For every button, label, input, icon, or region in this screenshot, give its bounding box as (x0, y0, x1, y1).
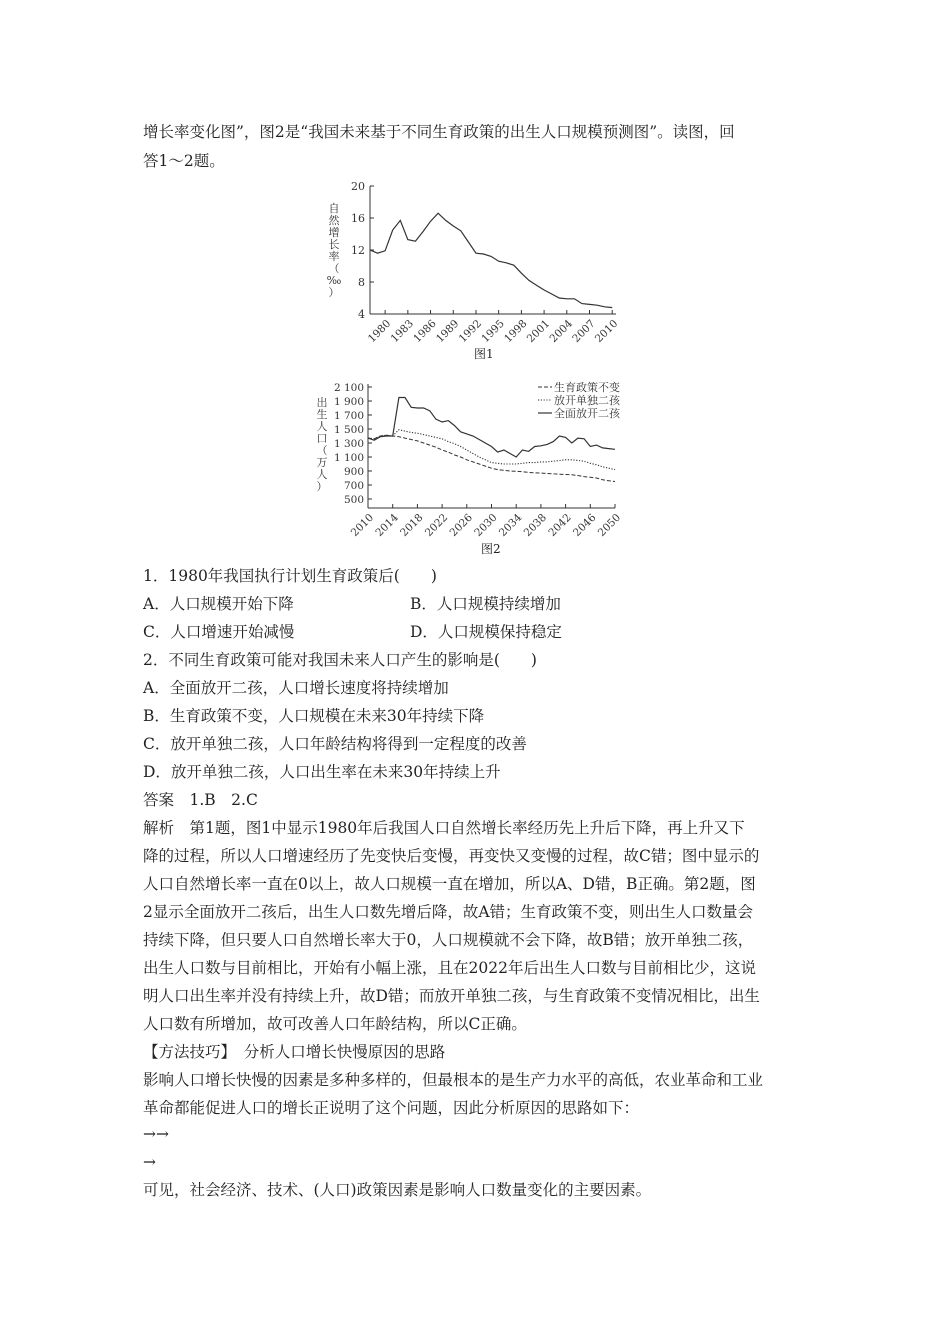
y-axis-label-char: （ (328, 262, 340, 275)
x-tick-label: 2001 (524, 317, 553, 346)
question-1-stem: 1．1980年我国执行计划生育政策后( ) (143, 567, 437, 585)
y-axis-label-char: 万 (316, 456, 328, 469)
x-tick-label: 2018 (398, 511, 426, 540)
analysis-line-8: 人口数有所增加，故可改善人口年龄结构，所以C正确。 (143, 1015, 527, 1033)
figure-2-caption: 图2 (481, 542, 501, 556)
question-1-option-a: A．人口规模开始下降 (143, 595, 294, 613)
analysis-line-2: 降的过程，所以人口增速经历了先变快后变慢，再变快又变慢的过程，故C错；图中显示的 (143, 847, 760, 865)
y-tick-label: 4 (358, 308, 365, 321)
tip-arrows-2: → (143, 1153, 156, 1171)
y-tick-label: 12 (351, 244, 365, 257)
x-tick-label: 1989 (433, 317, 462, 346)
x-tick-label: 1998 (502, 317, 530, 346)
analysis-line-1: 解析 第1题，图1中显示1980年后我国人口自然增长率经历先上升后下降，再上升又下 (143, 819, 745, 837)
x-tick-label: 2050 (595, 511, 624, 540)
x-tick-label: 2004 (547, 317, 575, 346)
y-axis-label-char: 自 (328, 202, 340, 215)
x-tick-label: 2022 (422, 511, 451, 540)
y-axis-label-char: ‰ (326, 274, 342, 287)
y-tick-label: 1 900 (333, 396, 364, 408)
analysis-line-3: 人口自然增长率一直在0以上，故人口规模一直在增加，所以A、D错，B正确。第2题，图 (143, 875, 756, 893)
x-tick-label: 2026 (447, 511, 475, 540)
intro-line-2: 答1～2题。 (143, 152, 225, 170)
x-tick-label: 1980 (365, 317, 394, 346)
tip-heading: 【方法技巧】 (143, 1043, 229, 1061)
x-tick-label: 2007 (570, 317, 598, 346)
x-tick-label: 1992 (456, 317, 485, 346)
analysis-line-6: 出生人口数与目前相比，开始有小幅上涨，且在2022年后出生人口数与目前相比少，这说 (143, 959, 756, 977)
x-tick-label: 2042 (546, 511, 574, 540)
y-tick-label: 700 (343, 480, 364, 492)
answer-line: 答案 1.B 2.C (143, 791, 258, 809)
question-2-option-b: B．生育政策不变，人口规模在未来30年持续下降 (143, 707, 485, 725)
question-2-option-a: A．全面放开二孩，人口增长速度将持续增加 (143, 679, 449, 697)
y-axis-label-char: 人 (316, 468, 328, 481)
x-tick-label: 1986 (411, 317, 439, 346)
y-tick-label: 8 (358, 276, 365, 289)
x-tick-label: 2034 (496, 511, 525, 540)
question-2-option-d: D．放开单独二孩，人口出生率在未来30年持续上升 (143, 763, 501, 781)
y-axis-label-char: 率 (328, 250, 340, 263)
y-tick-label: 2 100 (333, 382, 364, 394)
y-tick-label: 900 (343, 466, 364, 478)
y-axis-label-char: 人 (316, 420, 328, 433)
figure-2-chart (310, 375, 640, 540)
y-axis-label-char: 口 (316, 432, 328, 445)
question-1-option-c: C．人口增速开始减慢 (143, 623, 295, 641)
question-1-option-d: D．人口规模保持稳定 (410, 623, 562, 641)
x-tick-label: 2030 (472, 511, 500, 540)
analysis-line-7: 明人口出生率并没有持续上升，故D错；而放开单独二孩，与生育政策不变情况相比，出生 (143, 987, 760, 1005)
analysis-line-4: 2显示全面放开二孩后，出生人口数先增后降，故A错；生育政策不变，则出生人口数量会 (143, 903, 754, 921)
y-tick-label: 1 300 (333, 438, 364, 450)
y-axis-label-char: 生 (316, 408, 328, 421)
y-tick-label: 16 (351, 212, 365, 225)
figure-1-chart (320, 178, 630, 353)
y-tick-label: 1 500 (333, 424, 364, 436)
tip-title: 分析人口增长快慢原因的思路 (228, 1043, 446, 1061)
question-2-option-c: C．放开单独二孩，人口年龄结构将得到一定程度的改善 (143, 735, 527, 753)
legend-label: 生育政策不变 (554, 381, 620, 394)
tip-conclusion: 可见，社会经济、技术、(人口)政策因素是影响人口数量变化的主要因素。 (143, 1181, 652, 1199)
y-axis-label-char: 然 (328, 214, 340, 227)
figure-1-caption: 图1 (474, 347, 494, 361)
x-tick-label: 2038 (521, 511, 550, 540)
y-axis-label-char: 长 (328, 238, 340, 251)
series-policy-unchanged-line (368, 435, 615, 481)
x-tick-label: 2014 (373, 511, 401, 540)
x-tick-label: 2046 (571, 511, 599, 540)
y-axis-label-char: （ (316, 444, 328, 457)
y-tick-label: 1 100 (333, 452, 364, 464)
natural-growth-rate-line (370, 213, 612, 307)
series-single-child-two-children-line (368, 430, 615, 470)
y-tick-label: 500 (343, 494, 364, 506)
legend-label: 全面放开二孩 (554, 407, 620, 420)
tip-line-2: 革命都能促进人口的增长正说明了这个问题，因此分析原因的思路如下： (143, 1099, 640, 1117)
x-tick-label: 2010 (592, 317, 621, 346)
y-axis-label-char: ） (316, 480, 328, 493)
tip-heading-line (143, 1042, 445, 1062)
legend-label: 放开单独二孩 (554, 394, 620, 407)
analysis-line-5: 持续下降，但只要人口自然增长率大于0，人口规模就不会下降，故B错；放开单独二孩， (143, 931, 754, 949)
y-tick-label: 20 (351, 180, 365, 193)
tip-line-1: 影响人口增长快慢的因素是多种多样的，但最根本的是生产力水平的高低，农业革命和工业 (143, 1071, 764, 1089)
question-2-stem: 2．不同生育政策可能对我国未来人口产生的影响是( ) (143, 651, 537, 669)
question-1-option-b: B．人口规模持续增加 (410, 595, 561, 613)
y-axis-label-char: ） (328, 286, 340, 299)
y-axis-label-char: 增 (328, 226, 340, 239)
x-tick-label: 1983 (388, 317, 416, 346)
intro-line-1: 增长率变化图”，图2是“我国未来基于不同生育政策的出生人口规模预测图”。读图，回 (143, 123, 735, 141)
y-axis-label-char: 出 (316, 396, 328, 409)
tip-arrows-1: →→ (143, 1125, 169, 1143)
x-tick-label: 2010 (348, 511, 377, 540)
x-tick-label: 1995 (479, 317, 507, 346)
y-tick-label: 1 700 (333, 410, 364, 422)
